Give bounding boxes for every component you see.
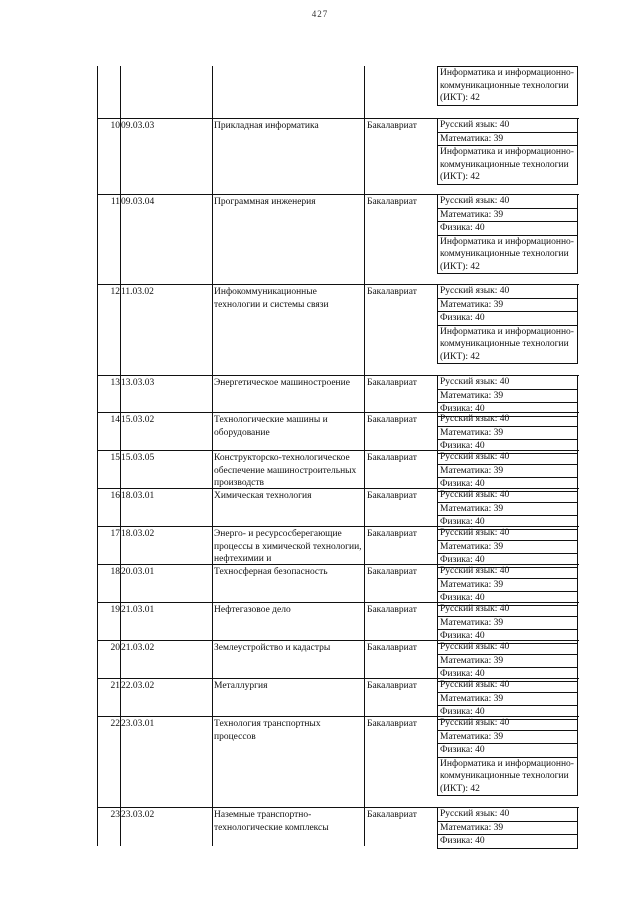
- specialty-code: 09.03.04: [121, 197, 155, 207]
- subjects-box: [437, 716, 578, 796]
- subjects-box: [437, 450, 578, 492]
- row-number: 11: [110, 197, 120, 207]
- subjects-box: [437, 118, 578, 185]
- specialty-code: 11.03.02: [121, 287, 154, 297]
- subject-min-score: Физика: 40: [438, 222, 577, 236]
- subject-min-score: Русский язык: 40: [438, 808, 577, 822]
- subject-min-score: Информатика и информационно-коммуникационные технологии (ИКТ): 42: [440, 326, 574, 362]
- specialty-code: 15.03.05: [121, 453, 155, 463]
- subject-min-score: Русский язык: 40: [438, 195, 577, 209]
- education-level: Бакалавриат: [367, 681, 417, 691]
- subjects-box: [437, 194, 578, 274]
- subject-min-score: Математика: 39: [438, 299, 577, 313]
- education-level: Бакалавриат: [367, 415, 417, 425]
- subjects-box: [437, 602, 578, 644]
- subject-min-score: Математика: 39: [438, 617, 577, 631]
- subject-min-score: Физика: 40: [438, 744, 577, 758]
- subjects-box: [437, 284, 578, 364]
- table-row: [97, 375, 579, 412]
- row-number: 14: [110, 415, 120, 425]
- subject-min-score: Русский язык: 40: [438, 641, 577, 655]
- table-row: [97, 488, 579, 526]
- education-level: Бакалавриат: [367, 719, 417, 729]
- subject-min-score: Математика: 39: [438, 655, 577, 669]
- table-row: [97, 526, 579, 564]
- admission-table: [97, 66, 579, 846]
- subject-min-score: Физика: 40: [440, 441, 485, 451]
- specialty-code: 23.03.01: [121, 719, 155, 729]
- subjects-box: [437, 640, 578, 682]
- subject-min-score: Физика: 40: [440, 669, 485, 679]
- subjects-box: [437, 412, 578, 454]
- specialty-name: Технология транспортных процессов: [214, 719, 321, 742]
- table-row: [97, 807, 579, 846]
- education-level: Бакалавриат: [367, 453, 417, 463]
- specialty-code: 21.03.02: [121, 643, 155, 653]
- subject-min-score: Русский язык: 40: [438, 717, 577, 731]
- education-level: Бакалавриат: [367, 491, 417, 501]
- education-level: Бакалавриат: [367, 810, 417, 820]
- subject-min-score: Математика: 39: [438, 731, 577, 745]
- row-number: 19: [110, 605, 120, 615]
- subject-min-score: Математика: 39: [438, 209, 577, 223]
- specialty-name: Прикладная информатика: [214, 121, 319, 131]
- subject-min-score: Информатика и информационно-коммуникационные технологии (ИКТ): 42: [440, 68, 574, 103]
- subject-min-score: Математика: 39: [438, 579, 577, 593]
- table-row: [97, 564, 579, 602]
- specialty-code: 20.03.01: [121, 567, 155, 577]
- subjects-box: [437, 807, 578, 849]
- specialty-name: Инфокоммуникационные технологии и системы связи: [214, 287, 329, 310]
- specialty-code: 15.03.02: [121, 415, 155, 425]
- specialty-name: Технологические машины и оборудование: [214, 415, 328, 438]
- row-number: 21: [110, 681, 120, 691]
- subject-min-score: Математика: 39: [438, 822, 577, 836]
- subject-min-score: Математика: 39: [438, 541, 577, 555]
- specialty-code: 21.03.01: [121, 605, 155, 615]
- row-number: 20: [110, 643, 120, 653]
- row-number: 18: [110, 567, 120, 577]
- subjects-box: [437, 678, 578, 720]
- specialty-name: Техносферная безопасность: [214, 567, 328, 577]
- subject-min-score: Физика: 40: [440, 836, 485, 846]
- subject-min-score: Русский язык: 40: [438, 603, 577, 617]
- subject-min-score: Русский язык: 40: [438, 413, 577, 427]
- subject-min-score: Математика: 39: [438, 503, 577, 517]
- specialty-code: 18.03.02: [121, 529, 155, 539]
- subject-min-score: Русский язык: 40: [438, 451, 577, 465]
- education-level: Бакалавриат: [367, 605, 417, 615]
- table-row: [97, 118, 579, 194]
- subject-min-score: Физика: 40: [440, 631, 485, 641]
- specialty-name: Нефтегазовое дело: [214, 605, 291, 615]
- subject-min-score: Информатика и информационно-коммуникационные технологии (ИКТ): 42: [440, 147, 574, 182]
- subject-min-score: Физика: 40: [440, 555, 485, 565]
- subject-min-score: Русский язык: 40: [438, 527, 577, 541]
- table-row: [97, 194, 579, 284]
- specialty-name: Металлургия: [214, 681, 268, 691]
- education-level: Бакалавриат: [367, 529, 417, 539]
- subject-min-score: Физика: 40: [438, 312, 577, 326]
- specialty-code: 22.03.02: [121, 681, 155, 691]
- subject-min-score: Русский язык: 40: [438, 679, 577, 693]
- row-number: 17: [110, 529, 120, 539]
- table-row: [97, 412, 579, 450]
- row-number: 13: [110, 378, 120, 388]
- table-row: [97, 284, 579, 375]
- subject-min-score: Информатика и информационно-коммуникационные технологии (ИКТ): 42: [440, 236, 574, 272]
- specialty-name: Химическая технология: [214, 491, 312, 501]
- education-level: Бакалавриат: [367, 197, 417, 207]
- specialty-name: Энерго- и ресурсосберегающие процессы в химической технологии, нефтехимии и: [214, 529, 362, 564]
- table-row: [97, 602, 579, 640]
- education-level: Бакалавриат: [367, 378, 417, 388]
- subject-min-score: Математика: 39: [438, 465, 577, 479]
- specialty-code: 13.03.03: [121, 378, 155, 388]
- row-number: 10: [110, 121, 120, 131]
- subject-min-score: Русский язык: 40: [438, 119, 577, 133]
- row-number: 16: [110, 491, 120, 501]
- specialty-name: Конструкторско-технологическое обеспечение машиностроительных производств: [214, 453, 357, 488]
- subject-min-score: Математика: 39: [438, 427, 577, 441]
- row-number: 15: [110, 453, 120, 463]
- subject-min-score: Математика: 39: [438, 693, 577, 707]
- subjects-box: [437, 66, 578, 106]
- subject-min-score: Математика: 39: [438, 133, 577, 147]
- subject-min-score: Русский язык: 40: [438, 285, 577, 299]
- specialty-code: 23.03.02: [121, 810, 155, 820]
- specialty-code: 09.03.03: [121, 121, 155, 131]
- subject-min-score: Физика: 40: [440, 517, 485, 527]
- subjects-box: [437, 375, 578, 417]
- subject-min-score: Русский язык: 40: [438, 489, 577, 503]
- row-number: 12: [110, 287, 120, 297]
- specialty-name: Наземные транспортно-технологические комплексы: [214, 810, 329, 833]
- specialty-name: Энергетическое машиностроение: [214, 378, 350, 388]
- subject-min-score: Математика: 39: [438, 390, 577, 404]
- page-number: 427: [311, 9, 329, 19]
- subjects-box: [437, 564, 578, 606]
- subject-min-score: Информатика и информационно-коммуникационные технологии (ИКТ): 42: [440, 758, 574, 794]
- subjects-box: [437, 526, 578, 568]
- row-number: 22: [110, 719, 120, 729]
- table-row: [97, 450, 579, 488]
- subjects-box: [437, 488, 578, 530]
- education-level: Бакалавриат: [367, 287, 417, 297]
- education-level: Бакалавриат: [367, 567, 417, 577]
- subject-min-score: Физика: 40: [440, 479, 485, 489]
- table-row: [97, 66, 579, 118]
- table-row: [97, 640, 579, 678]
- subject-min-score: Физика: 40: [440, 593, 485, 603]
- table-row: [97, 678, 579, 716]
- education-level: Бакалавриат: [367, 643, 417, 653]
- specialty-name: Землеустройство и кадастры: [214, 643, 331, 653]
- subject-min-score: Русский язык: 40: [438, 565, 577, 579]
- subject-min-score: Физика: 40: [440, 404, 485, 414]
- row-number: 23: [110, 810, 120, 820]
- education-level: Бакалавриат: [367, 121, 417, 131]
- table-row: [97, 716, 579, 807]
- subject-min-score: Русский язык: 40: [438, 376, 577, 390]
- specialty-name: Программная инженерия: [214, 197, 316, 207]
- subject-min-score: Физика: 40: [440, 707, 485, 717]
- specialty-code: 18.03.01: [121, 491, 155, 501]
